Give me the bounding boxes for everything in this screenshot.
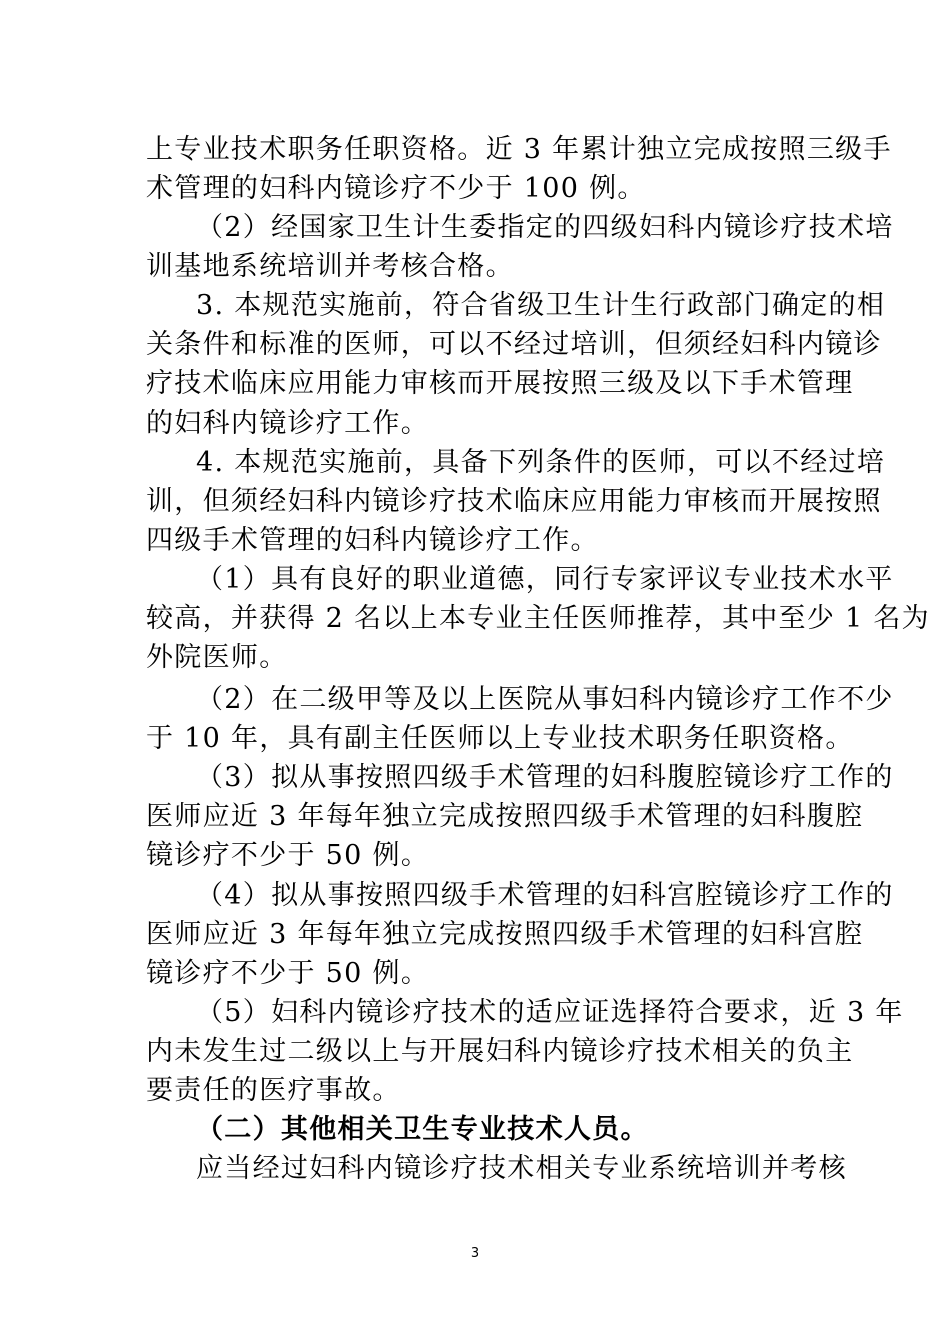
text-line: 四级手术管理的妇科内镜诊疗工作。: [146, 525, 599, 556]
text-line: 关条件和标准的医师，可以不经过培训，但须经妇科内镜诊: [146, 329, 882, 360]
section-heading: （二）其他相关卫生专业技术人员。: [196, 1114, 649, 1145]
page-number: 3: [470, 1246, 480, 1261]
text-line: 外院医师。: [146, 642, 288, 673]
text-line: （4）拟从事按照四级手术管理的妇科宫腔镜诊疗工作的: [196, 880, 894, 911]
text-line: 的妇科内镜诊疗工作。: [146, 408, 429, 439]
text-line: 镜诊疗不少于 50 例。: [146, 840, 430, 871]
text-line: 上专业技术职务任职资格。近 3 年累计独立完成按照三级手: [146, 134, 892, 165]
text-line: 4. 本规范实施前，具备下列条件的医师，可以不经过培: [196, 447, 886, 478]
text-line: 3. 本规范实施前，符合省级卫生计生行政部门确定的相: [196, 290, 886, 321]
text-line: 镜诊疗不少于 50 例。: [146, 958, 430, 989]
text-line: （2）在二级甲等及以上医院从事妇科内镜诊疗工作不少: [196, 684, 894, 715]
text-line: 要责任的医疗事故。: [146, 1075, 401, 1106]
text-line: （1）具有良好的职业道德，同行专家评议专业技术水平: [196, 564, 894, 595]
text-line: （5）妇科内镜诊疗技术的适应证选择符合要求，近 3 年: [196, 997, 904, 1028]
text-line: （2）经国家卫生计生委指定的四级妇科内镜诊疗技术培: [196, 212, 894, 243]
text-line: 训基地系统培训并考核合格。: [146, 251, 514, 282]
text-line: 医师应近 3 年每年独立完成按照四级手术管理的妇科腹腔: [146, 801, 864, 832]
text-line: （3）拟从事按照四级手术管理的妇科腹腔镜诊疗工作的: [196, 762, 894, 793]
text-line: 医师应近 3 年每年独立完成按照四级手术管理的妇科宫腔: [146, 919, 864, 950]
text-line: 内未发生过二级以上与开展妇科内镜诊疗技术相关的负主: [146, 1036, 854, 1067]
text-line: 较高，并获得 2 名以上本专业主任医师推荐，其中至少 1 名为: [146, 603, 930, 634]
text-line: 疗技术临床应用能力审核而开展按照三级及以下手术管理: [146, 368, 854, 399]
text-line: 应当经过妇科内镜诊疗技术相关专业系统培训并考核: [196, 1153, 847, 1184]
text-line: 训，但须经妇科内镜诊疗技术临床应用能力审核而开展按照: [146, 486, 882, 517]
text-line: 术管理的妇科内镜诊疗不少于 100 例。: [146, 173, 646, 204]
text-line: 于 10 年，具有副主任医师以上专业技术职务任职资格。: [146, 723, 854, 754]
